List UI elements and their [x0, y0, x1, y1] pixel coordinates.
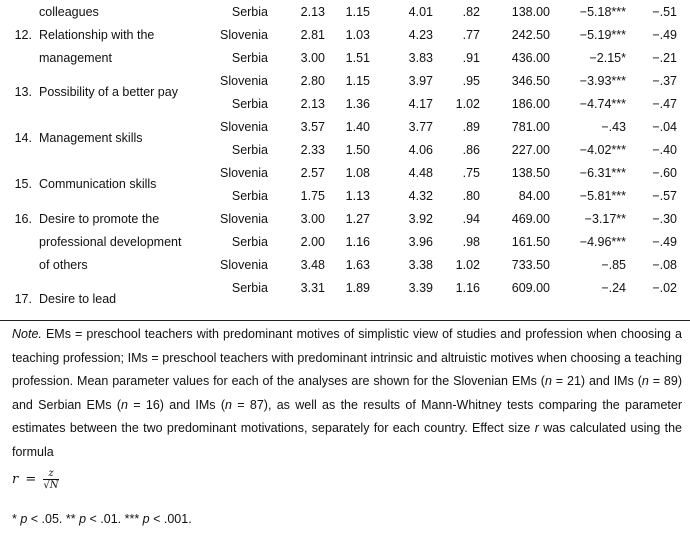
item-number: 17. — [14, 292, 32, 306]
item-label: management — [39, 51, 112, 65]
cell-sd2: .94 — [462, 212, 480, 226]
cell-sd1: 1.36 — [345, 97, 370, 111]
cell-m2: 3.83 — [408, 51, 433, 65]
cell-country: Slovenia — [220, 166, 268, 180]
table-bottom-rule — [0, 320, 690, 321]
cell-r: −.49 — [652, 28, 677, 42]
formula-denominator: √N — [43, 480, 59, 491]
cell-m2: 3.97 — [408, 74, 433, 88]
cell-m1: 2.33 — [300, 143, 325, 157]
item-number: 15. — [14, 177, 32, 191]
cell-m2: 4.23 — [408, 28, 433, 42]
item-label: Communication skills — [39, 177, 157, 191]
cell-sd1: 1.40 — [345, 120, 370, 134]
cell-u: 469.00 — [511, 212, 550, 226]
item-label: of others — [39, 258, 88, 272]
item-label: Possibility of a better pay — [39, 85, 178, 99]
cell-r: −.60 — [652, 166, 677, 180]
cell-sd1: 1.16 — [345, 235, 370, 249]
cell-m2: 4.17 — [408, 97, 433, 111]
cell-r: −.04 — [652, 120, 677, 134]
cell-m1: 3.00 — [300, 212, 325, 226]
cell-sd1: 1.15 — [345, 5, 370, 19]
cell-sd2: .89 — [462, 120, 480, 134]
cell-sd2: 1.16 — [455, 281, 480, 295]
cell-sd2: 1.02 — [455, 97, 480, 111]
cell-z: −3.17** — [584, 212, 626, 226]
table-row — [0, 1, 690, 24]
cell-m1: 2.57 — [300, 166, 325, 180]
cell-m2: 3.38 — [408, 258, 433, 272]
cell-m2: 3.92 — [408, 212, 433, 226]
item-number: 14. — [14, 131, 32, 145]
cell-country: Serbia — [231, 235, 268, 249]
cell-country: Slovenia — [220, 258, 268, 272]
cell-m1: 3.48 — [300, 258, 325, 272]
formula-numerator: z — [43, 468, 58, 480]
cell-sd1: 1.89 — [345, 281, 370, 295]
cell-r: −.37 — [652, 74, 677, 88]
cell-m2: 4.06 — [408, 143, 433, 157]
cell-r: −.30 — [652, 212, 677, 226]
cell-r: −.02 — [652, 281, 677, 295]
cell-sd2: .75 — [462, 166, 480, 180]
cell-sd2: .77 — [462, 28, 480, 42]
cell-u: 186.00 — [511, 97, 550, 111]
cell-m2: 4.48 — [408, 166, 433, 180]
item-number: 12. — [14, 28, 32, 42]
cell-sd2: .91 — [462, 51, 480, 65]
cell-u: 609.00 — [511, 281, 550, 295]
cell-z: −4.02*** — [579, 143, 626, 157]
item-label: Relationship with the — [39, 28, 155, 42]
cell-sd1: 1.08 — [345, 166, 370, 180]
effect-size-formula — [12, 468, 59, 491]
cell-country: Serbia — [231, 281, 268, 295]
cell-country: Serbia — [231, 97, 268, 111]
formula-fraction — [43, 468, 58, 491]
cell-sd1: 1.27 — [345, 212, 370, 226]
cell-z: −5.18*** — [579, 5, 626, 19]
cell-z: −.24 — [601, 281, 626, 295]
cell-u: 346.50 — [511, 74, 550, 88]
cell-m1: 1.75 — [300, 189, 325, 203]
cell-u: 138.00 — [511, 5, 550, 19]
table-row — [0, 254, 690, 277]
cell-z: −3.93*** — [579, 74, 626, 88]
cell-z: −6.31*** — [579, 166, 626, 180]
item-number: 16. — [14, 212, 32, 226]
cell-sd2: .80 — [462, 189, 480, 203]
cell-m1: 3.57 — [300, 120, 325, 134]
cell-u: 227.00 — [511, 143, 550, 157]
cell-z: −4.96*** — [579, 235, 626, 249]
cell-sd2: .82 — [462, 5, 480, 19]
cell-z: −5.19*** — [579, 28, 626, 42]
cell-r: −.08 — [652, 258, 677, 272]
cell-u: 84.00 — [518, 189, 550, 203]
cell-r: −.47 — [652, 97, 677, 111]
cell-m1: 3.00 — [300, 51, 325, 65]
note-label: Note. — [12, 327, 42, 341]
cell-r: −.40 — [652, 143, 677, 157]
item-number: 13. — [14, 85, 32, 99]
cell-r: −.51 — [652, 5, 677, 19]
cell-u: 161.50 — [511, 235, 550, 249]
cell-m2: 3.96 — [408, 235, 433, 249]
cell-sd1: 1.50 — [345, 143, 370, 157]
cell-z: −5.81*** — [579, 189, 626, 203]
cell-country: Slovenia — [220, 28, 268, 42]
cell-sd2: .86 — [462, 143, 480, 157]
item-label: Desire to promote the — [39, 212, 160, 226]
cell-u: 781.00 — [511, 120, 550, 134]
cell-m2: 4.32 — [408, 189, 433, 203]
cell-sd1: 1.15 — [345, 74, 370, 88]
item-label: Desire to lead — [39, 292, 117, 306]
cell-u: 733.50 — [511, 258, 550, 272]
cell-m1: 3.31 — [300, 281, 325, 295]
cell-m1: 2.80 — [300, 74, 325, 88]
cell-m1: 2.81 — [300, 28, 325, 42]
item-label: colleagues — [39, 5, 99, 19]
cell-r: −.57 — [652, 189, 677, 203]
item-label: professional development — [39, 235, 182, 249]
cell-sd2: .98 — [462, 235, 480, 249]
cell-r: −.49 — [652, 235, 677, 249]
cell-country: Slovenia — [220, 212, 268, 226]
cell-m1: 2.13 — [300, 5, 325, 19]
cell-z: −.43 — [601, 120, 626, 134]
cell-z: −2.15* — [589, 51, 626, 65]
table-note — [12, 323, 682, 464]
cell-z: −.85 — [601, 258, 626, 272]
cell-u: 436.00 — [511, 51, 550, 65]
cell-u: 242.50 — [511, 28, 550, 42]
significance-footnote: * p < .05. ** p < .01. *** p < .001. — [12, 512, 192, 526]
cell-country: Serbia — [231, 189, 268, 203]
cell-sd1: 1.51 — [345, 51, 370, 65]
note-text: EMs = preschool teachers with predominant motives of simplistic view of studies and profession when choosing a teaching profession; IMs = preschool teachers with predominant intrinsic and altruistic motives when choosing a teaching profession. Mean parameter values for each of the analyses are shown for the Slovenian EMs (n = 21) and IMs (n = 89) and Serbian EMs (n = 16) and IMs (n = 87), as well as the results of Mann-Whitney tests comparing the parameter estimates between the two predominant motivations, separately for each country. Effect size r was calculated using the formula — [12, 327, 682, 459]
cell-m1: 2.00 — [300, 235, 325, 249]
formula-equals: = — [25, 472, 37, 487]
cell-sd2: .95 — [462, 74, 480, 88]
cell-country: Slovenia — [220, 74, 268, 88]
cell-r: −.21 — [652, 51, 677, 65]
cell-country: Serbia — [231, 5, 268, 19]
cell-u: 138.50 — [511, 166, 550, 180]
cell-m2: 3.77 — [408, 120, 433, 134]
cell-m2: 4.01 — [408, 5, 433, 19]
item-label: Management skills — [39, 131, 143, 145]
cell-country: Serbia — [231, 51, 268, 65]
cell-sd1: 1.03 — [345, 28, 370, 42]
cell-country: Serbia — [231, 143, 268, 157]
formula-lhs: r — [12, 472, 19, 487]
cell-m1: 2.13 — [300, 97, 325, 111]
cell-sd2: 1.02 — [455, 258, 480, 272]
cell-m2: 3.39 — [408, 281, 433, 295]
cell-sd1: 1.13 — [345, 189, 370, 203]
cell-sd1: 1.63 — [345, 258, 370, 272]
cell-country: Slovenia — [220, 120, 268, 134]
cell-z: −4.74*** — [579, 97, 626, 111]
